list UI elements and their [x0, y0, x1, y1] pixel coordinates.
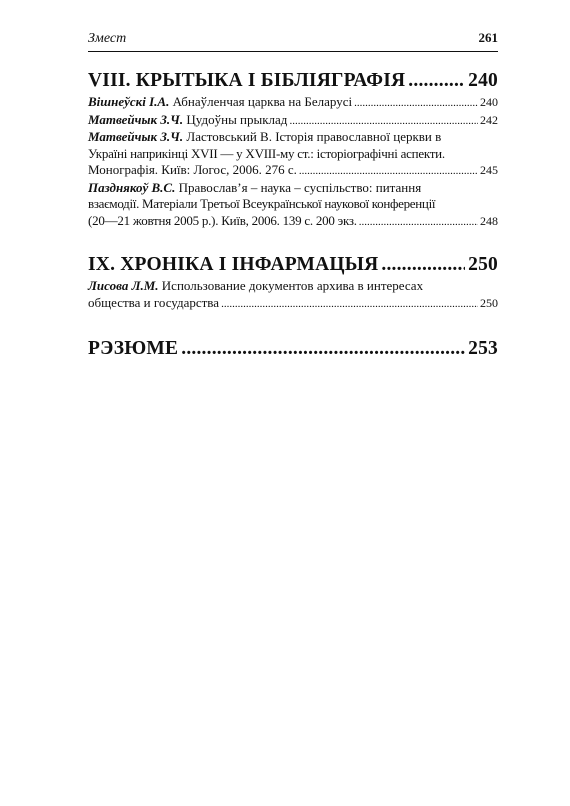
- toc-section-ix: [88, 254, 498, 312]
- entry-page: 248: [480, 213, 498, 228]
- entry-title-line-3: Монографія. Київ: Логос, 2006. 276 с.: [88, 162, 297, 177]
- section-heading: [88, 338, 498, 360]
- entry-author: Матвейчык З.Ч.: [88, 111, 184, 127]
- entry-title-line-1: Использование документов архива в интересах: [161, 278, 424, 293]
- entry-author: Матвейчык З.Ч.: [88, 129, 184, 144]
- entry-title-line-2: Україні наприкінці XVII — у XVIII-му ст.: історіографічні аспекти.: [88, 145, 445, 161]
- dot-leader: [408, 70, 465, 92]
- toc-section-viii: [88, 70, 498, 230]
- dot-leader: [289, 113, 478, 130]
- section-heading: [88, 254, 498, 276]
- entry-title: Абнаўленчая царква на Беларусі: [172, 94, 353, 109]
- entry-title-line-1: Православ’я – наука – суспільство: питання: [178, 179, 422, 195]
- section-heading-text: РЭЗЮМЕ: [88, 338, 179, 359]
- entry-author: Вішнеўскі І.А.: [88, 94, 170, 109]
- entry-title-line-2: взаємодії. Матеріали Третьої Всеукраїнської наукової конференції: [88, 196, 436, 211]
- running-title: Змест: [88, 31, 127, 46]
- entry-author: Пазднякоў В.С.: [88, 179, 176, 195]
- section-heading-text: IX. ХРОНІКА І ІНФАРМАЦЫЯ: [88, 254, 379, 275]
- entry-title-line-3: (20—21 жовтня 2005 р.). Київ, 2006. 139 с. 200 экз.: [88, 212, 357, 228]
- entry-author: Лисова Л.М.: [88, 278, 159, 293]
- page: [88, 30, 498, 360]
- entry-page: 245: [480, 163, 498, 177]
- entry-title-line-1: Ластовський В. Історія православної церкви в: [186, 129, 442, 144]
- dot-leader: [221, 296, 478, 313]
- entry-page: 240: [480, 95, 498, 109]
- section-page: 253: [468, 338, 498, 359]
- entry-title: Цудоўны прыклад: [186, 111, 288, 127]
- running-header: [88, 30, 498, 52]
- dot-leader: [181, 338, 465, 360]
- section-page: 250: [468, 254, 498, 275]
- dot-leader: [299, 163, 478, 180]
- page-number: 261: [478, 30, 498, 45]
- toc-entry: [88, 129, 498, 180]
- dot-leader: [381, 254, 465, 276]
- entry-page: 242: [480, 112, 498, 127]
- dot-leader: [354, 95, 478, 112]
- toc-entry: [88, 94, 498, 112]
- toc-entry: [88, 112, 498, 130]
- section-heading-text: VIII. КРЫТЫКА І БІБЛІЯГРАФІЯ: [88, 70, 406, 91]
- dot-leader: [359, 214, 478, 231]
- toc-entry: [88, 278, 498, 312]
- toc-entry: [88, 180, 498, 231]
- section-heading: [88, 70, 498, 92]
- section-page: 240: [468, 70, 498, 91]
- toc-section-summary: [88, 338, 498, 360]
- entry-page: 250: [480, 295, 498, 310]
- entry-title-line-2: общества и государства: [88, 294, 220, 310]
